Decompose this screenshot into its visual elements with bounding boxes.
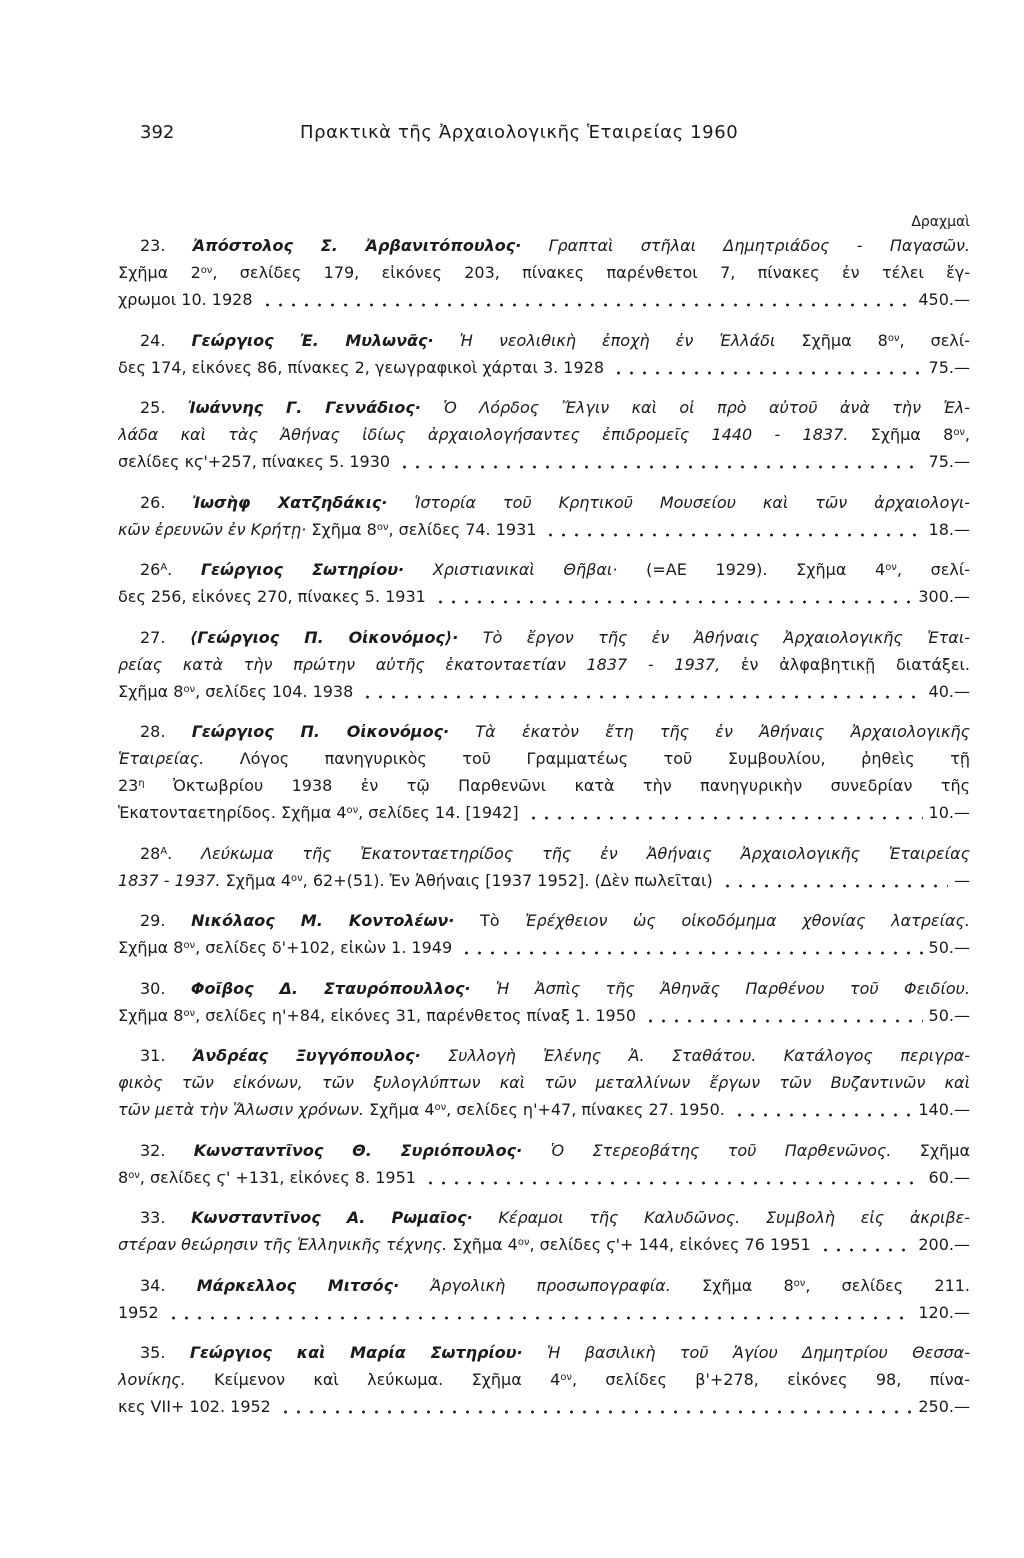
title-text: Ἱστορία τοῦ Κρητικοῦ Μουσείου καὶ τῶν ἀρχαιολογι- [387, 492, 970, 512]
details-text: Σχῆμα 8 [306, 519, 377, 539]
superscript: ον [434, 1102, 447, 1114]
line-text [118, 655, 970, 674]
title-text: κῶν ἐρευνῶν ἐν Κρήτῃ· [118, 519, 307, 539]
title-text: Ἐρέχθειον ὡς οἰκοδόμημα χθονίας λατρείας. [525, 911, 970, 930]
dot-leader [721, 867, 948, 894]
catalog-entry [118, 1272, 970, 1326]
catalog-entry [118, 840, 970, 894]
line-text [140, 331, 970, 350]
price: 450.— [918, 290, 970, 309]
details-text: Σχῆμα 4 [363, 1100, 435, 1119]
entry-line [118, 232, 970, 259]
author-name: Φοῖβος Δ. Σταυρόπουλλος· [190, 978, 471, 998]
superscript: ον [183, 1007, 196, 1019]
details-text: 27. [140, 627, 190, 647]
line-text [118, 448, 390, 475]
title-text: ρείας κατὰ τὴν πρώτην αὐτῆς ἑκατονταετίαν 1837 - 1937, [118, 654, 721, 674]
dot-leader [544, 516, 922, 543]
entry-line [118, 1002, 970, 1029]
price: 50.— [928, 938, 970, 957]
details-text: , σελίδες 104. 1938 [195, 681, 354, 701]
line-text [140, 628, 970, 647]
details-text: , 62+(51). Ἐν Ἀθήναις [1937 1952]. (Δὲν πωλεῖται) [302, 870, 713, 890]
superscript: ον [887, 332, 900, 344]
title-text: Ἑταιρείας. [118, 749, 205, 768]
entry-line [118, 1069, 970, 1096]
dot-leader [819, 1231, 913, 1258]
line-text [118, 799, 519, 826]
details-text: 29. [140, 911, 192, 930]
title-text: τῶν μετὰ τὴν Ἅλωσιν χρόνων. [118, 1100, 364, 1119]
title-text: λάδα καὶ τὰς Ἀθήνας ἰδίως ἀρχαιολογήσαντες ἐπιδρομεῖς 1440 - 1837. [118, 425, 849, 444]
superscript: ον [885, 562, 897, 574]
catalog-entry [118, 1042, 970, 1123]
title-text: Τὸ ἔργον τῆς ἐν Ἀθήναις Ἀρχαιολογικῆς Ἑται- [458, 627, 970, 647]
line-text [118, 1002, 636, 1029]
details-text: , σελίδες η'+84, εἰκόνες 31, παρένθετος πίναξ 1. 1950 [195, 1005, 637, 1025]
line-text [118, 583, 426, 610]
details-text: δες 174, εἰκόνες 86, πίνακες 2, γεωγραφικοὶ χάρται 3. 1928 [118, 357, 605, 377]
dot-leader [361, 678, 922, 705]
author-name: Ἀπόστολος Σ. Ἀρβανιτόπουλος· [192, 236, 522, 255]
details-text: Σχῆμα 8 [775, 330, 888, 350]
dot-leader [644, 1002, 922, 1029]
catalog-list [118, 232, 970, 1420]
line-text [118, 1164, 416, 1191]
details-text: 24. [140, 330, 192, 350]
details-text: σελίδες κϛ'+257, πίνακες 5. 1930 [118, 452, 391, 471]
details-text: , σελίδες η'+47, πίνακες 27. 1950. [446, 1100, 725, 1119]
superscript: ον [183, 940, 196, 952]
details-text: 1952 [118, 1302, 159, 1322]
entry-line [118, 421, 970, 448]
entry-line [118, 394, 970, 421]
entry-line [118, 1096, 970, 1123]
details-text: Ὀκτωβρίου 1938 ἐν τῷ Παρθενῶνι κατὰ τὴν πανηγυρικὴν συνεδρίαν τῆς [144, 776, 970, 795]
superscript: ον [291, 872, 303, 884]
details-text: 25. [140, 398, 188, 417]
catalog-entry [118, 624, 970, 705]
entry-line [118, 448, 970, 475]
entry-line [118, 286, 970, 313]
line-text [118, 776, 970, 795]
title-text: 1837 - 1937. [118, 870, 221, 890]
details-text: Σχῆμα 8 [118, 681, 184, 701]
price-column-heading: Δραχμαὶ [911, 214, 970, 230]
details-text: Λόγος πανηγυρικὸς τοῦ Γραμματέως τοῦ Συμβουλίου, ῥηθεὶς τῇ [204, 749, 970, 768]
entry-line [118, 718, 970, 745]
price: 140.— [918, 1100, 970, 1119]
line-text [140, 844, 970, 863]
entry-line [118, 867, 970, 894]
title-text: Ἡ Ἀσπὶς τῆς Ἀθηνᾶς Παρθένου τοῦ Φειδίου. [470, 978, 970, 998]
details-text: 28 [140, 843, 161, 863]
superscript: ον [376, 521, 389, 533]
author-name: Κωνσταντῖνος Θ. Συριόπουλος· [193, 1140, 523, 1160]
catalog-entry [118, 975, 970, 1029]
title-text: Συλλογὴ Ἑλένης Ἀ. Σταθάτου. Κατάλογος περιγρα- [420, 1046, 970, 1065]
catalog-entry [118, 489, 970, 543]
details-text: 30. [140, 978, 191, 998]
price: 75.— [928, 357, 970, 377]
details-text: Σχῆμα 8 [118, 938, 184, 957]
entry-line [118, 934, 970, 961]
line-text [140, 398, 970, 417]
superscript: ον [517, 1237, 530, 1249]
dot-leader [460, 934, 922, 961]
catalog-entry [118, 1137, 970, 1191]
line-text [140, 236, 970, 255]
details-text: Ἑκατονταετηρίδος. Σχῆμα 4 [118, 803, 347, 822]
price: 120.— [918, 1302, 970, 1322]
title-text: Ὁ Λόρδος Ἔλγιν καὶ οἱ πρὸ αὐτοῦ ἀνὰ τὴν Ἑλ- [420, 398, 970, 417]
catalog-entry [118, 327, 970, 381]
title-text: Ἡ βασιλικὴ τοῦ Ἁγίου Δημητρίου Θεσσα- [522, 1343, 970, 1362]
price: 18.— [928, 519, 970, 539]
details-text: Κείμενον καὶ λεύκωμα. Σχῆμα 4 [185, 1370, 561, 1389]
line-text [118, 286, 253, 313]
dot-leader [733, 1096, 913, 1123]
title-text: Χριστιανικαὶ Θῆβαι· [404, 560, 618, 579]
entry-line [118, 772, 970, 799]
superscript: ον [346, 805, 359, 817]
details-text: Σχῆμα 8 [848, 425, 954, 444]
catalog-entry [118, 718, 970, 826]
details-text: 32. [140, 1140, 194, 1160]
entry-line [118, 1137, 970, 1164]
details-text: Σχῆμα 8 [118, 1005, 184, 1025]
price: — [954, 870, 970, 890]
catalog-entry [118, 556, 970, 610]
details-text: Σχῆμα 8 [670, 1275, 794, 1295]
details-text: Σχῆμα [891, 1140, 970, 1160]
details-text: , σελίδες 14. [1942] [358, 803, 519, 822]
catalog-entry [118, 1204, 970, 1258]
line-text [140, 1276, 970, 1295]
line-text [118, 749, 970, 768]
author-name: Κωνσταντῖνος Α. Ρωμαῖος· [191, 1208, 473, 1227]
details-text: , σελί- [896, 560, 970, 579]
superscript: ον [200, 265, 213, 277]
details-text: 31. [140, 1046, 193, 1065]
author-name: ⟨Γεώργιος Π. Οἰκονόμος⟩· [189, 627, 459, 647]
title-text: Λεύκωμα τῆς Ἑκατονταετηρίδος τῆς ἐν Ἀθήναις Ἀρχαιολογικῆς Ἑταιρείας [201, 843, 970, 863]
line-text [118, 678, 353, 705]
line-text [140, 722, 970, 741]
author-name: Γεώργιος καὶ Μαρία Σωτηρίου· [189, 1343, 523, 1362]
title-text: Ἡ νεολιθικὴ ἐποχὴ ἐν Ἑλλάδι [433, 330, 776, 350]
details-text: 23. [140, 236, 193, 255]
price: 250.— [918, 1397, 970, 1416]
catalog-entry [118, 907, 970, 961]
line-text [118, 516, 536, 543]
details-text: 8 [118, 1167, 129, 1187]
line-text [140, 1208, 970, 1227]
page-number: 392 [140, 122, 175, 143]
catalog-entry [118, 394, 970, 475]
entry-line [118, 583, 970, 610]
entry-line [118, 975, 970, 1002]
entry-line [118, 1204, 970, 1231]
catalog-entry [118, 232, 970, 313]
line-text [118, 1073, 970, 1092]
details-text: Σχῆμα 4 [447, 1235, 518, 1254]
entry-line [118, 1164, 970, 1191]
title-text: Ὁ Στερεοβάτης τοῦ Παρθενῶνος. [522, 1140, 892, 1160]
dot-leader [424, 1164, 923, 1191]
author-name: Ἀνδρέας Ξυγγόπουλος· [192, 1046, 421, 1065]
details-text: κες VII+ 102. 1952 [118, 1397, 271, 1416]
line-text [118, 1393, 271, 1420]
details-text: ἐν ἀλφαβητικῇ διατάξει. [720, 654, 970, 674]
price: 60.— [928, 1167, 970, 1187]
dot-leader [261, 286, 913, 313]
line-text [118, 354, 604, 381]
price: 50.— [928, 1005, 970, 1025]
line-text [118, 1370, 970, 1389]
price: 200.— [918, 1235, 970, 1254]
superscript: ον [560, 1372, 572, 1384]
line-text [140, 1343, 970, 1362]
line-text [140, 979, 970, 998]
superscript: A [160, 562, 168, 574]
details-text: 26 [140, 560, 161, 579]
superscript: ον [953, 427, 965, 439]
author-name: Γεώργιος Π. Οἰκονόμος· [191, 722, 450, 741]
author-name: Γεώργιος Ἐ. Μυλωνᾶς· [191, 330, 434, 350]
entry-line [118, 556, 970, 583]
line-text [118, 1231, 811, 1258]
entry-line [118, 624, 970, 651]
price: 40.— [928, 681, 970, 701]
details-text: , [964, 425, 970, 444]
dot-leader [279, 1393, 913, 1420]
entry-line [118, 327, 970, 354]
author-name: Ἰωάννης Γ. Γεννάδιος· [187, 398, 421, 417]
entry-line [118, 489, 970, 516]
entry-line [118, 1366, 970, 1393]
line-text [140, 493, 970, 512]
line-text [118, 263, 970, 282]
details-text: 23 [118, 776, 139, 795]
line-text [140, 911, 970, 930]
details-text: 28. [140, 722, 192, 741]
details-text: . [167, 843, 202, 863]
author-name: Μάρκελλος Μιτσός· [196, 1275, 400, 1295]
dot-leader [167, 1299, 913, 1326]
details-text: Σχῆμα 4 [220, 870, 292, 890]
running-title: Πρακτικὰ τῆς Ἀρχαιολογικῆς Ἑταιρείας 1960 [300, 122, 739, 143]
details-text: 26. [140, 492, 193, 512]
entry-line [118, 651, 970, 678]
details-text: Τὸ [454, 911, 526, 930]
author-name: Ἰωσὴφ Χατζηδάκις· [192, 492, 388, 512]
author-name: Νικόλαος Μ. Κοντολέων· [191, 911, 455, 930]
details-text: 33. [140, 1208, 192, 1227]
details-text: χρωμοι 10. 1928 [118, 290, 253, 309]
superscript: A [160, 845, 168, 857]
entry-line [118, 354, 970, 381]
title-text: Τὰ ἑκατὸν ἔτη τῆς ἐν Ἀθήναις Ἀρχαιολογικῆς [449, 722, 970, 741]
superscript: ον [793, 1277, 806, 1289]
entry-line [118, 840, 970, 867]
entry-line [118, 1299, 970, 1326]
price: 10.— [928, 803, 970, 822]
author-name: Γεώργιος Σωτηρίου· [200, 560, 405, 579]
details-text: , σελίδες 211. [805, 1275, 970, 1295]
line-text [118, 1299, 159, 1326]
entry-line [118, 799, 970, 826]
details-text: , σελίδες β'+278, εἰκόνες 98, πίνα- [571, 1370, 970, 1389]
line-text [118, 867, 713, 894]
dot-leader [398, 448, 922, 475]
title-text: λονίκης. [118, 1370, 186, 1389]
catalog-entry [118, 1339, 970, 1420]
superscript: ον [183, 683, 196, 695]
entry-line [118, 907, 970, 934]
superscript: η [138, 778, 145, 790]
details-text: , σελίδες 179, εἰκόνες 203, πίνακες παρένθετοι 7, πίνακες ἐν τέλει ἔγ- [212, 263, 970, 282]
price: 75.— [928, 452, 970, 471]
entry-line [118, 1272, 970, 1299]
dot-leader [434, 583, 913, 610]
details-text: . [167, 560, 201, 579]
details-text: , σελί- [899, 330, 970, 350]
line-text [140, 560, 970, 579]
entry-line [118, 1042, 970, 1069]
line-text [140, 1046, 970, 1065]
entry-line [118, 1393, 970, 1420]
line-text [118, 934, 452, 961]
details-text: , σελίδες ϛ'+ 144, εἰκόνες 76 1951 [529, 1235, 811, 1254]
title-text: Γραπταὶ στῆλαι Δημητριάδος - Παγασῶν. [521, 236, 970, 255]
details-text: 35. [140, 1343, 190, 1362]
line-text [118, 1096, 725, 1123]
details-text: (=ΑΕ 1929). Σχῆμα 4 [617, 560, 886, 579]
entry-line [118, 259, 970, 286]
entry-line [118, 516, 970, 543]
details-text: Σχῆμα 2 [118, 263, 201, 282]
title-text: Κέραμοι τῆς Καλυδῶνος. Συμβολὴ εἰς ἀκριβε- [472, 1208, 970, 1227]
price: 300.— [918, 587, 970, 606]
entry-line [118, 1339, 970, 1366]
dot-leader [527, 799, 923, 826]
title-text: Ἀργολικὴ προσωπογραφία. [399, 1275, 671, 1295]
title-text: φικὸς τῶν εἰκόνων, τῶν ξυλογλύπτων καὶ τῶν μεταλλίνων ἔργων τῶν Βυζαντινῶν καὶ [118, 1073, 970, 1092]
details-text: 34. [140, 1275, 197, 1295]
entry-line [118, 1231, 970, 1258]
details-text: , σελίδες 74. 1931 [388, 519, 537, 539]
entry-line [118, 745, 970, 772]
title-text: στέραν θεώρησιν τῆς Ἑλληνικῆς τέχνης. [118, 1235, 448, 1254]
line-text [140, 1141, 970, 1160]
line-text [118, 425, 970, 444]
superscript: ον [128, 1169, 140, 1181]
dot-leader [612, 354, 923, 381]
entry-line [118, 678, 970, 705]
details-text: , σελίδες δ'+102, εἰκὼν 1. 1949 [195, 938, 453, 957]
details-text: δες 256, εἰκόνες 270, πίνακες 5. 1931 [118, 587, 426, 606]
details-text: , σελίδες ϛ' +131, εἰκόνες 8. 1951 [139, 1167, 416, 1187]
